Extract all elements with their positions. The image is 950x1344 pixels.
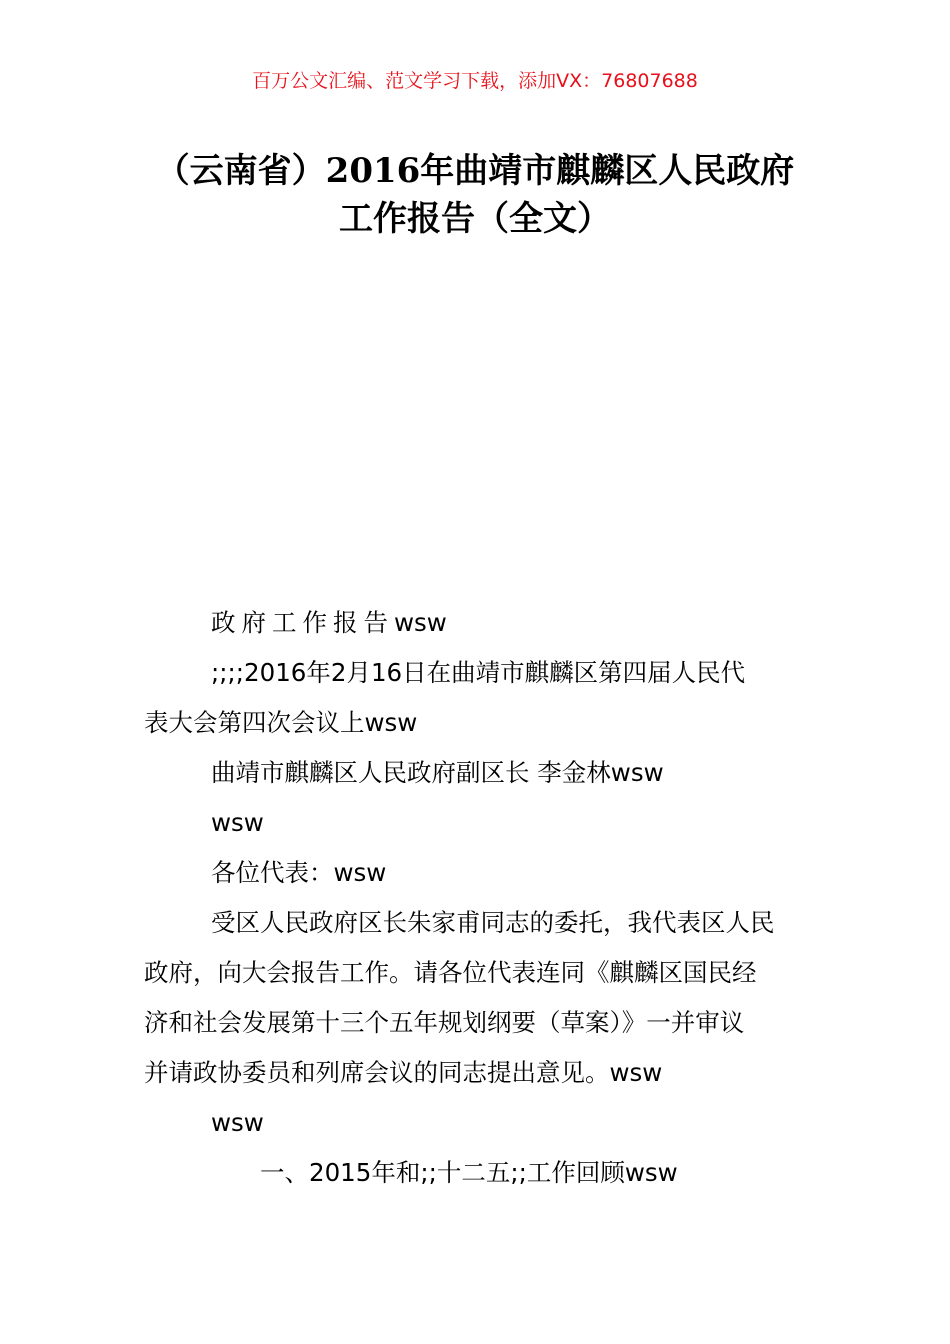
- heading-suffix: wsw: [394, 608, 447, 637]
- paragraph-main-line-1: 受区人民政府区长朱家甫同志的委托，我代表区人民: [211, 908, 775, 937]
- paragraph-heading: [211, 598, 447, 648]
- paragraph-main-line-2: 政府，向大会报告工作。请各位代表连同《麒麟区国民经: [144, 958, 757, 987]
- header-note: 百万公文汇编、范文学习下载，添加VX：76807688: [252, 70, 698, 92]
- document-title-line-1: （云南省）2016年曲靖市麒麟区人民政府: [155, 151, 795, 191]
- paragraph-speaker: 曲靖市麒麟区人民政府副区长 李金林wsw: [211, 758, 664, 787]
- section-heading-1: 一、2015年和;;十二五;;工作回顾wsw: [260, 1158, 678, 1187]
- paragraph-main-line-4: 并请政协委员和列席会议的同志提出意见。wsw: [144, 1058, 663, 1087]
- paragraph-date-line-2: 表大会第四次会议上wsw: [144, 708, 418, 737]
- paragraph-greeting: 各位代表：wsw: [211, 858, 387, 887]
- heading-text: 政府工作报告: [211, 608, 394, 637]
- paragraph-blank-2: wsw: [211, 1108, 264, 1137]
- paragraph-date-line-1: ;;;;2016年2月16日在曲靖市麒麟区第四届人民代: [211, 658, 746, 687]
- paragraph-main-line-3: 济和社会发展第十三个五年规划纲要（草案）》一并审议: [144, 1008, 745, 1037]
- paragraph-blank-1: wsw: [211, 808, 264, 837]
- document-title-line-2: 工作报告（全文）: [339, 199, 611, 239]
